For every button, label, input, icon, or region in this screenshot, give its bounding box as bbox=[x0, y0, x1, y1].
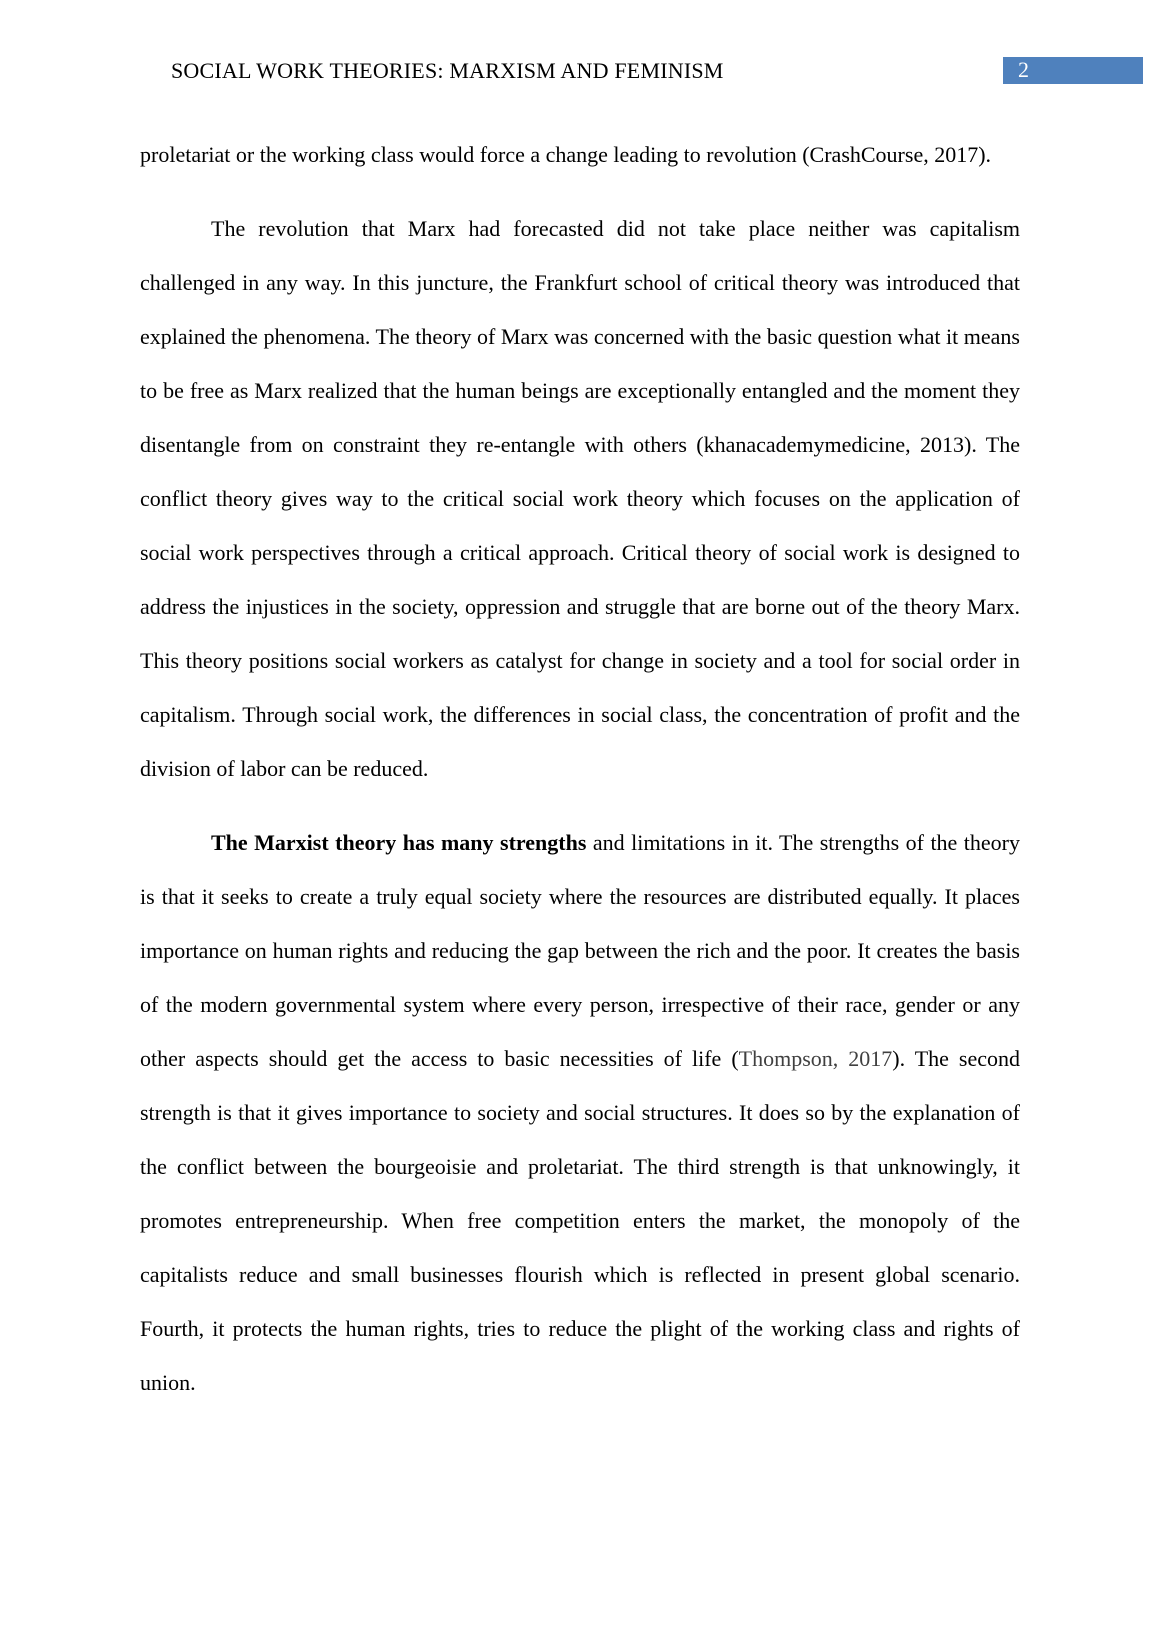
paragraph-frankfurt-school: The revolution that Marx had forecasted did not take place neither was capitalism challenged in any way. In this juncture, the Frankfurt school of critical theory was introduced that explained the phenomena. The theory of Marx was concerned with the basic question what it means to be free as Marx realized that the human beings are exceptionally entangled and the moment they disentangle from on constraint they re-entangle with others (khanacademymedicine, 2013). The conflict theory gives way to the critical social work theory which focuses on the application of social work perspectives through a critical approach. Critical theory of social work is designed to address the injustices in the society, oppression and struggle that are borne out of the theory Marx. This theory positions social workers as catalyst for change in society and a tool for social order in capitalism. Through social work, the differences in social class, the concentration of profit and the division of labor can be reduced. bbox=[140, 216, 1020, 781]
citation-thompson: Thompson, 2017 bbox=[738, 1046, 893, 1071]
document-body bbox=[140, 128, 1020, 1430]
paragraph-text-part-1: and limitations in it. The strengths of the theory is that it seeks to create a truly equal society where the resources are distributed equally. It places importance on human rights and reducing the gap between the rich and the poor. It creates the basis of the modern governmental system where every person, irrespective of their race, gender or any other aspects should get the access to basic necessities of life ( bbox=[140, 830, 1020, 1071]
paragraph-continuation: proletariat or the working class would force a change leading to revolution (CrashCourse, 2017). bbox=[140, 142, 992, 167]
bold-heading-phrase: The Marxist theory has many strengths bbox=[211, 830, 587, 855]
paragraph-marxist-strengths bbox=[140, 816, 1020, 1410]
running-head: SOCIAL WORK THEORIES: MARXISM AND FEMINISM bbox=[171, 58, 724, 83]
paragraph-text-part-2: ). The second strength is that it gives importance to society and social structures. It does so by the explanation of the conflict between the bourgeoisie and proletariat. The third strength is that unknowingly, it promotes entrepreneurship. When free competition enters the market, the monopoly of the capitalists reduce and small businesses flourish which is reflected in present global scenario. Fourth, it protects the human rights, tries to reduce the plight of the working class and rights of union. bbox=[140, 1046, 1020, 1395]
page-number-box bbox=[1003, 57, 1143, 84]
page-number: 2 bbox=[1018, 57, 1029, 82]
